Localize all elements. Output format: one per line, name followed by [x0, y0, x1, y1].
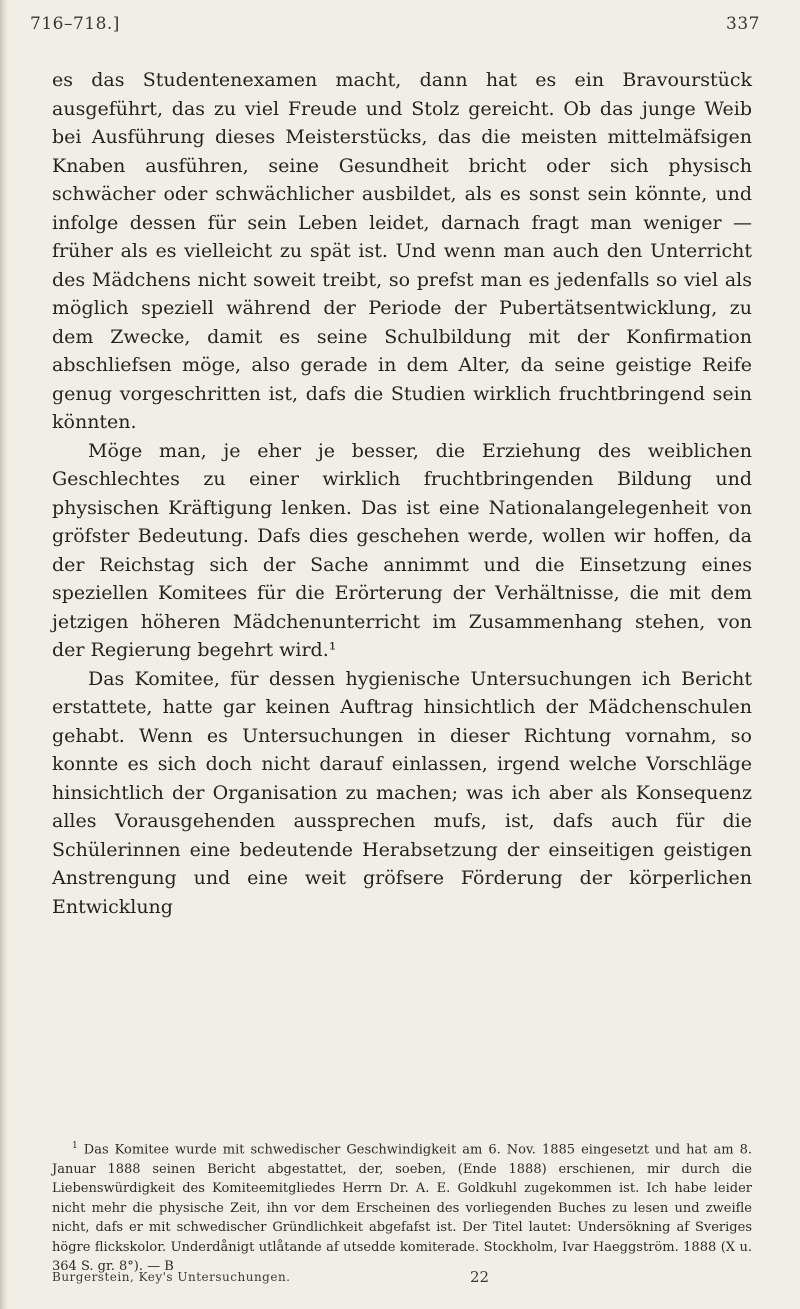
page-number: 337 — [726, 14, 760, 34]
main-text — [52, 66, 752, 921]
paragraph: es das Studentenexamen macht, dann hat es ein Bravourstück ausgeführt, das zu viel Freude und Stolz gereicht. Ob das junge Weib bei Ausführung dieses Meisterstücks, das die meisten mittelmäfsigen Knaben ausführen, seine Gesundheit bricht oder sich physisch schwächer oder schwächlicher ausbildet, als es sonst sein könnte, und infolge dessen für sein Leben leidet, darnach fragt man weniger — früher als es vielleicht zu spät ist. Und wenn man auch den Unterricht des Mädchens nicht soweit treibt, so prefst man es jedenfalls so viel als möglich speziell während der Periode der Pubertätsentwicklung, zu dem Zwecke, damit es seine Schulbildung mit der Konfirmation abschliefsen möge, also gerade in dem Alter, da seine geistige Reife genug vorgeschritten ist, dafs die Studien wirklich fruchtbringend sein könnten. — [52, 69, 752, 433]
running-header — [30, 14, 760, 44]
footnote-marker: 1 — [72, 1141, 78, 1151]
sheet-number: 22 — [470, 1268, 490, 1286]
footnote-text: Das Komitee wurde mit schwedischer Geschwindigkeit am 6. Nov. 1885 eingesetzt und hat am 8. Januar 1888 seinen Bericht abgestattet, der, soeben, (Ende 1888) erschienen, mir durch die Liebenswürdigkeit des Komiteemitgliedes Herrn Dr. A. E. Goldkuhl zugekommen ist. Ich habe leider nicht mehr die physische Zeit, ihn vor dem Erscheinen des vorliegenden Buches zu lesen und zweifle nicht, dafs er mit schwedischer Gründlichkeit abgefafst ist. Der Titel lautet: Undersökning af Sveriges högre flickskolor. Underdånigt utlåtande af utsedde komiterade. Stockholm, Ivar Haeggström. 1888 (X u. 364 S. gr. 8°). — B — [52, 1142, 752, 1275]
page-edge-shadow — [0, 0, 8, 1309]
paragraph: Das Komitee, für dessen hygienische Untersuchungen ich Bericht erstattete, hatte gar keinen Auftrag hinsichtlich der Mädchenschulen gehabt. Wenn es Untersuchungen in dieser Richtung vornahm, so konnte es sich doch nicht darauf einlassen, irgend welche Vorschläge hinsichtlich der Organisation zu machen; was ich aber als Konsequenz alles Vorausgehenden aussprechen mufs, ist, dafs auch für die Schülerinnen eine bedeutende Herabsetzung der einseitigen geistigen Anstrengung und eine weit gröfsere Förderung der körperlichen Entwicklung — [52, 667, 752, 918]
page-range-reference: 716–718.] — [30, 14, 120, 34]
printer-signature: Burgerstein, Key's Untersuchungen. — [52, 1270, 291, 1284]
paragraph: Möge man, je eher je besser, die Erziehung des weiblichen Geschlechtes zu einer wirklich fruchtbringenden Bildung und physischen Kräftigung lenken. Das ist eine Nationalangelegenheit von gröfster Bedeutung. Dafs dies geschehen werde, wollen wir hoffen, da der Reichstag sich der Sache annimmt und die Einsetzung eines speziellen Komitees für die Erörterung der Verhältnisse, die mit dem jetzigen höheren Mädchenunterricht im Zusammenhang stehen, von der Regierung begehrt wird.¹ — [52, 439, 752, 661]
footnote — [52, 1137, 752, 1277]
page-footer — [52, 1270, 752, 1290]
